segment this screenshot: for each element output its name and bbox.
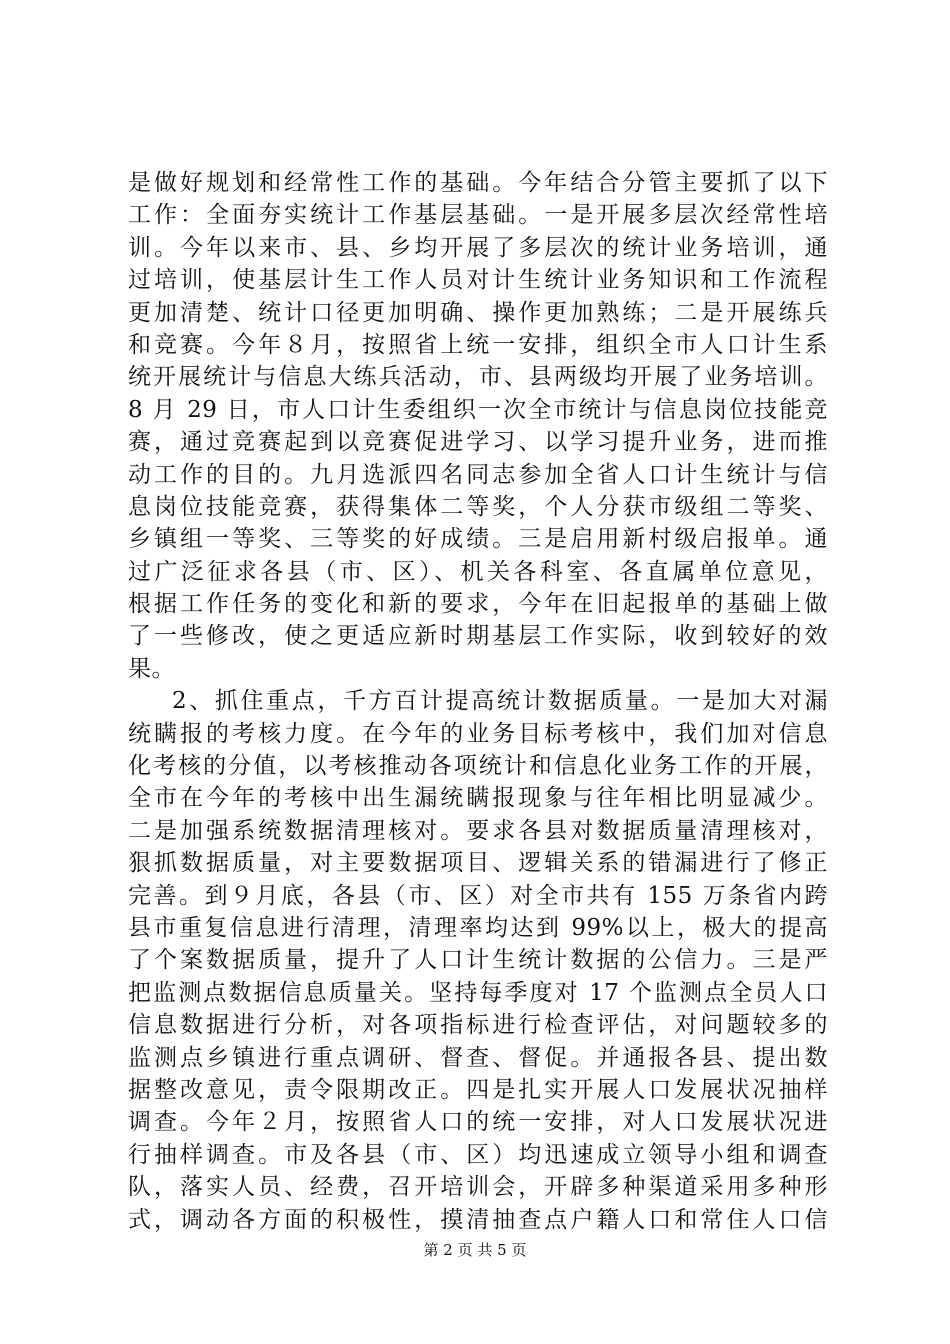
- text-line: 果。: [128, 655, 175, 682]
- text-line: 把监测点数据信息质量关。坚持每季度对 17 个监测点全员人口: [128, 979, 828, 1006]
- text-line: 式，调动各方面的积极性，摸清抽查点户籍人口和常住人口信: [128, 1206, 828, 1233]
- text-line-paragraph-start: 2、抓住重点，千方百计提高统计数据质量。一是加大对漏: [172, 688, 828, 715]
- text-line: 更加清楚、统计口径更加明确、操作更加熟练；二是开展练兵: [128, 299, 828, 326]
- text-line: 监测点乡镇进行重点调研、督查、督促。并通报各县、提出数: [128, 1044, 828, 1071]
- text-line: 全市在今年的考核中出生漏统瞒报现象与往年相比明显减少。: [128, 785, 828, 812]
- text-line: 据整改意见，责令限期改正。四是扎实开展人口发展状况抽样: [128, 1076, 828, 1103]
- text-line: 过培训，使基层计生工作人员对计生统计业务知识和工作流程: [128, 267, 828, 294]
- text-line: 根据工作任务的变化和新的要求，今年在旧起报单的基础上做: [128, 591, 828, 618]
- text-line: 县市重复信息进行清理，清理率均达到 99%以上，极大的提高: [128, 914, 828, 941]
- text-line: 8 月 29 日，市人口计生委组织一次全市统计与信息岗位技能竞: [128, 396, 828, 423]
- text-line: 和竞赛。今年８月，按照省上统一安排，组织全市人口计生系: [128, 331, 828, 358]
- text-line: 统瞒报的考核力度。在今年的业务目标考核中，我们加对信息: [128, 720, 828, 747]
- text-line: 了一些修改，使之更适应新时期基层工作实际，收到较好的效: [128, 623, 828, 650]
- text-line: 动工作的目的。九月选派四名同志参加全省人口计生统计与信: [128, 461, 828, 488]
- text-line: 队，落实人员、经费，召开培训会，开辟多种渠道采用多种形: [128, 1174, 828, 1201]
- text-line: 过广泛征求各县（市、区）、机关各科室、各直属单位意见，: [128, 558, 828, 585]
- text-line: 训。今年以来市、县、乡均开展了多层次的统计业务培训，通: [128, 234, 828, 261]
- body-text: [128, 167, 828, 1236]
- text-line: 调查。今年２月，按照省人口的统一安排，对人口发展状况进: [128, 1109, 828, 1136]
- text-line: 行抽样调查。市及各县（市、区）均迅速成立领导小组和调查: [128, 1141, 828, 1168]
- text-line: 化考核的分值，以考核推动各项统计和信息化业务工作的开展，: [128, 753, 828, 780]
- text-line: 统开展统计与信息大练兵活动，市、县两级均开展了业务培训。: [128, 364, 828, 391]
- text-line: 完善。到９月底，各县（市、区）对全市共有 155 万条省内跨: [128, 882, 828, 909]
- text-line: 工作：全面夯实统计工作基层基础。一是开展多层次经常性培: [128, 202, 828, 229]
- text-line: 狠抓数据质量，对主要数据项目、逻辑关系的错漏进行了修正: [128, 850, 828, 877]
- text-line: 了个案数据质量，提升了人口计生统计数据的公信力。三是严: [128, 947, 828, 974]
- text-line: 乡镇组一等奖、三等奖的好成绩。三是启用新村级启报单。通: [128, 526, 828, 553]
- page-number-footer: 第 2 页 共 5 页: [423, 1241, 527, 1259]
- text-line: 二是加强系统数据清理核对。要求各县对数据质量清理核对，: [128, 817, 828, 844]
- text-line: 是做好规划和经常性工作的基础。今年结合分管主要抓了以下: [128, 170, 828, 196]
- text-line: 息岗位技能竞赛，获得集体二等奖，个人分获市级组二等奖、: [128, 493, 828, 520]
- text-line: 赛，通过竞赛起到以竞赛促进学习、以学习提升业务，进而推: [128, 429, 828, 456]
- text-line: 信息数据进行分析，对各项指标进行检查评估，对问题较多的: [128, 1012, 828, 1039]
